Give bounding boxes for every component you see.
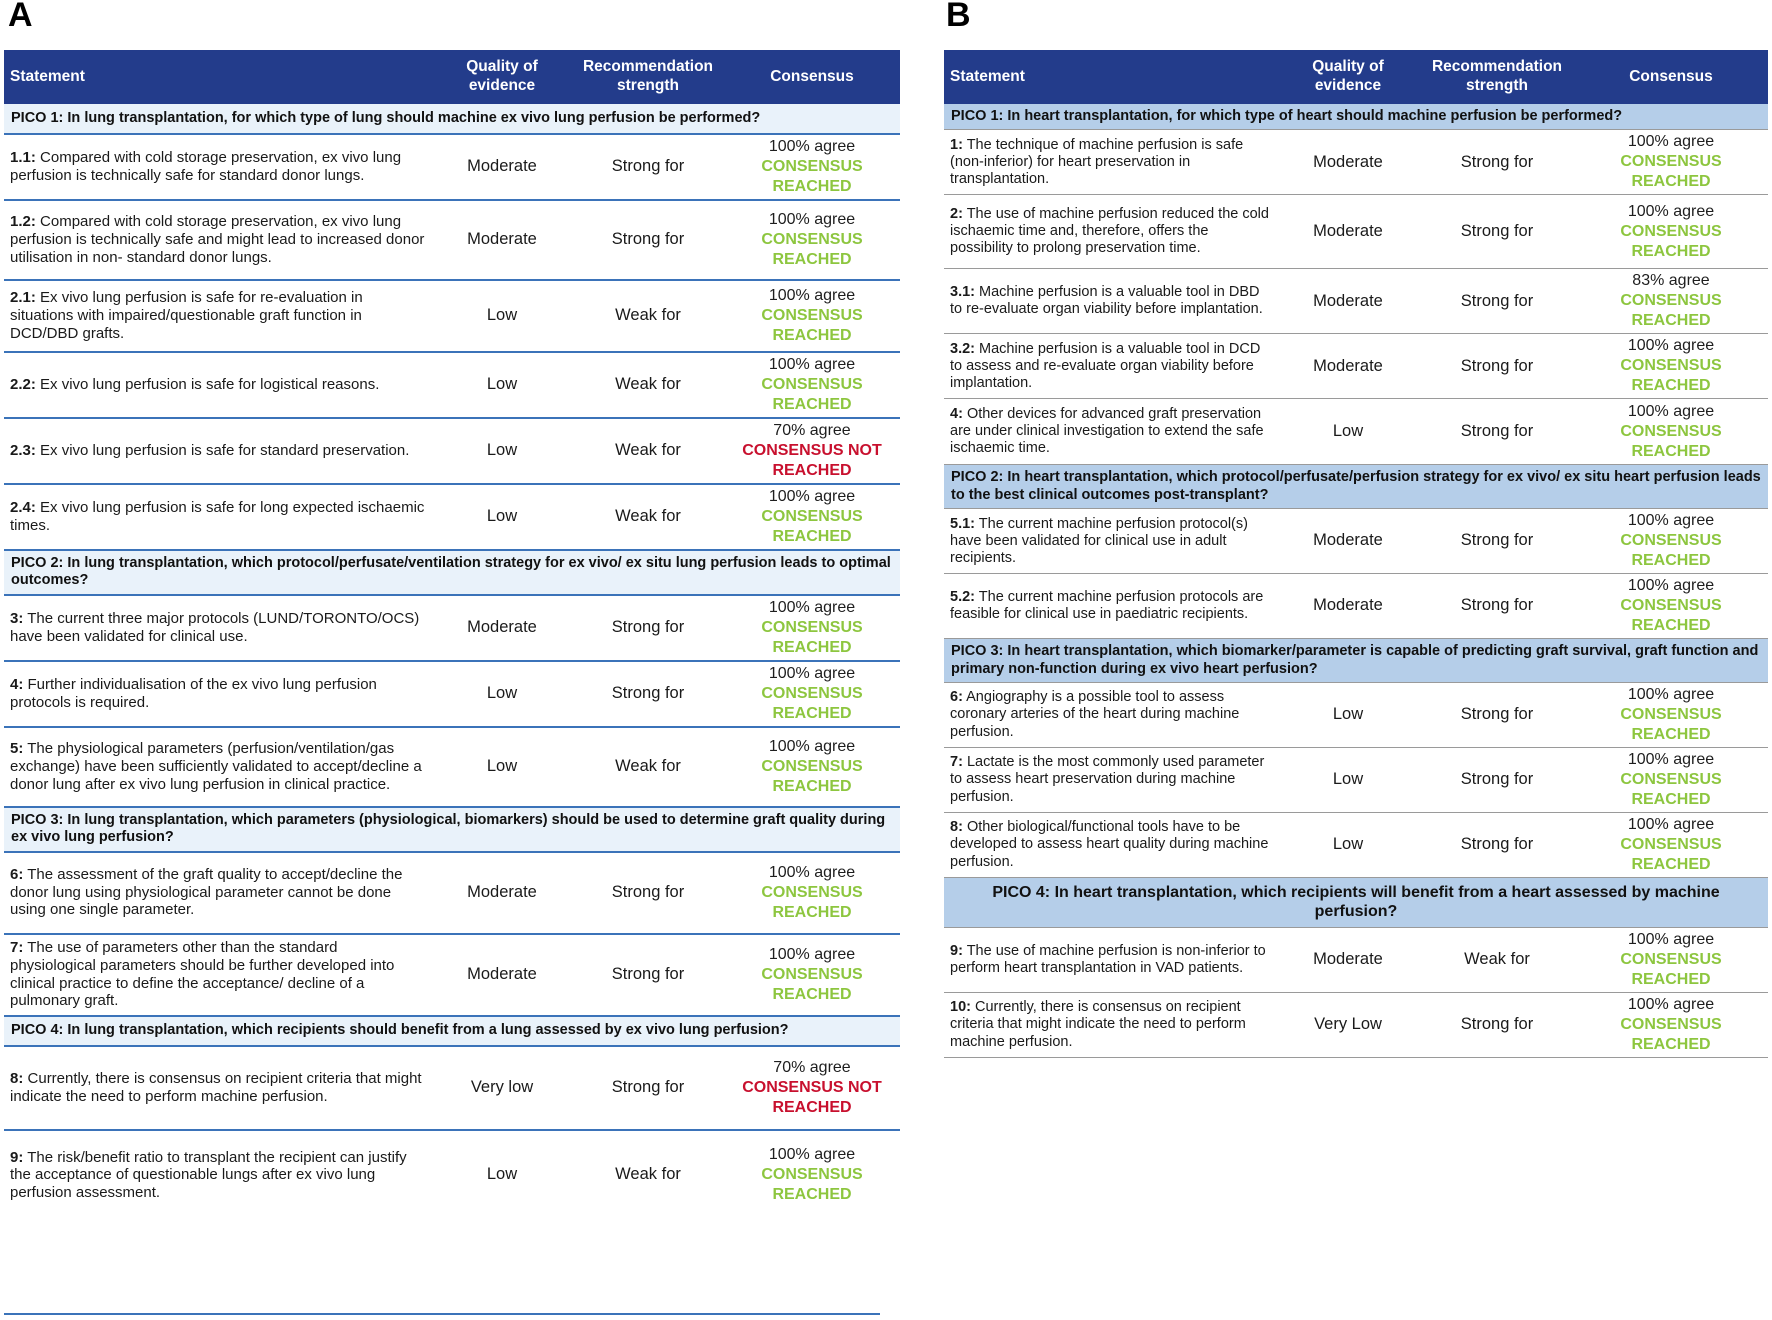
consensus-status: CONSENSUS REACHED — [761, 307, 863, 344]
statement-text: The physiological parameters (perfusion/ventilation/gas exchange) have been sufficiently validated to accept/decline a donor lung after ex vivo lung perfusion in clinical practice. — [10, 740, 422, 793]
statement-id: 7: — [10, 939, 24, 957]
consensus-status: CONSENSUS REACHED — [1620, 705, 1722, 743]
statement-text: The technique of machine perfusion is safe (non-inferior) for heart preservation in transplantation. — [950, 136, 1244, 187]
strength-cell: Weak for — [572, 352, 724, 418]
pico-header-row — [944, 877, 1768, 927]
statement-id: 1: — [950, 136, 963, 153]
statement-text: Angiography is a possible tool to assess coronary arteries of the heart during machine perfusion. — [950, 689, 1240, 740]
panel-label-b: B — [946, 0, 971, 34]
statement-text: Ex vivo lung perfusion is safe for standard preservation. — [40, 442, 410, 460]
quality-cell: Low — [432, 484, 572, 550]
agreement-percent: 83% agree — [1632, 272, 1710, 290]
strength-cell: Strong for — [1420, 509, 1574, 574]
quality-cell: Very Low — [1276, 992, 1420, 1057]
quality-cell: Low — [432, 352, 572, 418]
statement-id: 3.2: — [950, 340, 975, 357]
statement-text: Ex vivo lung perfusion is safe for logistical reasons. — [40, 376, 380, 394]
quality-cell: Moderate — [432, 200, 572, 280]
table-row — [944, 334, 1768, 399]
statement-cell — [944, 130, 1276, 195]
statement-text: The use of parameters other than the standard physiological parameters should be further developed into clinical practice to define the acceptance/ decline of a pulmonary graft. — [10, 939, 395, 1010]
consensus-status: CONSENSUS REACHED — [761, 1166, 863, 1204]
strength-cell: Weak for — [572, 727, 724, 807]
statement-cell — [4, 352, 432, 418]
statement-id: 4: — [10, 676, 24, 694]
strength-cell: Weak for — [572, 418, 724, 484]
consensus-cell — [1574, 682, 1768, 747]
statement-id: 9: — [10, 1148, 24, 1166]
pico-header-row — [944, 104, 1768, 130]
statement-cell — [944, 269, 1276, 334]
statement-cell — [4, 134, 432, 200]
quality-cell: Low — [432, 661, 572, 727]
statement-cell — [4, 280, 432, 352]
statement-cell — [944, 399, 1276, 465]
consensus-status: CONSENSUS REACHED — [761, 508, 863, 545]
strength-cell: Strong for — [1420, 130, 1574, 195]
table-row — [944, 574, 1768, 639]
statement-text: The assessment of the graft quality to accept/decline the donor lung using physiological parameter cannot be done using one single parameter. — [10, 866, 403, 919]
pico-header-row — [4, 550, 900, 595]
statement-cell — [944, 509, 1276, 574]
table-row — [4, 852, 900, 934]
consensus-status: CONSENSUS REACHED — [1620, 835, 1722, 873]
agreement-percent: 100% agree — [768, 287, 856, 304]
statement-text: Ex vivo lung perfusion is safe for long expected ischaemic times. — [10, 499, 425, 534]
table-row — [944, 509, 1768, 574]
pico-header-row — [944, 465, 1768, 509]
agreement-percent: 100% agree — [1627, 402, 1715, 420]
consensus-cell — [1574, 195, 1768, 269]
consensus-status: CONSENSUS REACHED — [761, 757, 863, 795]
agreement-percent: 100% agree — [768, 138, 856, 155]
pico-title: PICO 4: In heart transplantation, which recipients will benefit from a heart assessed by machine perfusion? — [944, 877, 1768, 927]
consensus-status: CONSENSUS REACHED — [761, 231, 863, 268]
statement-cell — [4, 661, 432, 727]
statement-id: 2: — [950, 206, 963, 223]
quality-cell: Low — [432, 418, 572, 484]
panel-label-a: A — [8, 0, 33, 34]
quality-cell: Moderate — [1276, 927, 1420, 992]
statement-id: 2.2: — [10, 376, 36, 394]
quality-cell: Low — [432, 727, 572, 807]
table-row — [4, 280, 900, 352]
strength-cell: Strong for — [572, 934, 724, 1016]
header-consensus: Consensus — [724, 50, 900, 104]
consensus-cell — [724, 852, 900, 934]
quality-cell: Moderate — [1276, 334, 1420, 399]
statement-id: 3: — [10, 610, 24, 628]
agreement-percent: 100% agree — [1627, 750, 1715, 768]
quality-cell: Moderate — [1276, 269, 1420, 334]
statement-id: 1.2: — [10, 213, 36, 231]
table-row — [4, 1046, 900, 1130]
statement-cell — [4, 1046, 432, 1130]
agreement-percent: 100% agree — [1627, 337, 1715, 355]
header-strength: Recommendation strength — [1420, 50, 1574, 104]
statement-text: The current machine perfusion protocols are feasible for clinical use in paediatric recipients. — [950, 589, 1264, 623]
consensus-status: CONSENSUS REACHED — [1620, 357, 1722, 395]
table-row — [4, 200, 900, 280]
consensus-cell — [1574, 992, 1768, 1057]
statement-cell — [944, 574, 1276, 639]
pico-header-row — [4, 104, 900, 134]
table-row — [944, 195, 1768, 269]
statement-cell — [4, 1130, 432, 1220]
quality-cell: Low — [1276, 399, 1420, 465]
consensus-status: CONSENSUS REACHED — [761, 618, 863, 656]
agreement-percent: 100% agree — [768, 356, 856, 373]
table-row — [4, 134, 900, 200]
statement-text: Compared with cold storage preservation, ex vivo lung perfusion is technically safe for standard donor lungs. — [10, 149, 402, 184]
table-row — [4, 484, 900, 550]
quality-cell: Low — [432, 280, 572, 352]
consensus-cell — [724, 595, 900, 661]
statement-id: 4: — [950, 406, 963, 423]
strength-cell: Strong for — [572, 661, 724, 727]
consensus-cell — [724, 661, 900, 727]
consensus-status: CONSENSUS NOT REACHED — [742, 442, 882, 479]
agreement-percent: 100% agree — [768, 863, 856, 881]
quality-cell: Low — [1276, 682, 1420, 747]
consensus-cell — [1574, 927, 1768, 992]
consensus-cell — [1574, 399, 1768, 465]
pico-title: PICO 2: In heart transplantation, which protocol/perfusate/perfusion strategy for ex vivo/ ex situ heart perfusion leads to the best clinical outcomes post-transplant? — [944, 465, 1768, 509]
statement-text: Currently, there is consensus on recipient criteria that might indicate the need to perform machine perfusion. — [950, 999, 1246, 1050]
statement-id: 2.1: — [10, 289, 36, 307]
statement-id: 6: — [10, 866, 24, 884]
header-statement: Statement — [944, 50, 1276, 104]
agreement-percent: 100% agree — [1627, 815, 1715, 833]
statement-id: 7: — [950, 754, 963, 771]
statement-cell — [4, 200, 432, 280]
strength-cell: Strong for — [1420, 195, 1574, 269]
agreement-percent: 70% agree — [773, 1058, 851, 1076]
consensus-status: CONSENSUS NOT REACHED — [742, 1078, 882, 1116]
statement-cell — [944, 334, 1276, 399]
statement-id: 6: — [950, 689, 963, 706]
consensus-cell — [1574, 812, 1768, 877]
agreement-percent: 100% agree — [1627, 202, 1715, 220]
statement-cell — [944, 812, 1276, 877]
strength-cell: Strong for — [1420, 334, 1574, 399]
agreement-percent: 100% agree — [768, 211, 856, 228]
statement-cell — [4, 418, 432, 484]
quality-cell: Low — [1276, 747, 1420, 812]
statement-text: Lactate is the most commonly used parameter to assess heart preservation during machine perfusion. — [950, 754, 1265, 805]
table-row — [944, 269, 1768, 334]
statement-cell — [944, 927, 1276, 992]
pico-title: PICO 3: In heart transplantation, which biomarker/parameter is capable of predicting graft survival, graft function and primary non-function during ex vivo heart perfusion? — [944, 639, 1768, 683]
statement-id: 9: — [950, 942, 963, 959]
quality-cell: Moderate — [432, 852, 572, 934]
agreement-percent: 100% agree — [768, 488, 856, 505]
consensus-cell — [724, 200, 900, 280]
agreement-percent: 100% agree — [1627, 685, 1715, 703]
table-row — [944, 992, 1768, 1057]
consensus-status: CONSENSUS REACHED — [761, 684, 863, 722]
statement-cell — [944, 682, 1276, 747]
statement-text: Machine perfusion is a valuable tool in DBD to re-evaluate organ viability before implantation. — [950, 284, 1263, 318]
consensus-status: CONSENSUS REACHED — [1620, 950, 1722, 988]
pico-title: PICO 3: In lung transplantation, which parameters (physiological, biomarkers) should be used to determine graft quality during ex vivo lung perfusion? — [4, 807, 900, 852]
statement-text: Other devices for advanced graft preservation are under clinical investigation to extend the safe ischaemic time. — [950, 406, 1264, 457]
header-strength: Recommendation strength — [572, 50, 724, 104]
header-quality: Quality of evidence — [1276, 50, 1420, 104]
table-row — [4, 661, 900, 727]
statement-text: Machine perfusion is a valuable tool in DCD to assess and re-evaluate organ viability before implantation. — [950, 340, 1261, 391]
quality-cell: Low — [1276, 812, 1420, 877]
pico-title: PICO 4: In lung transplantation, which recipients should benefit from a lung assessed by ex vivo lung perfusion? — [4, 1016, 900, 1046]
strength-cell: Strong for — [1420, 269, 1574, 334]
table-row — [4, 934, 900, 1016]
statement-cell — [944, 747, 1276, 812]
statement-cell — [4, 484, 432, 550]
quality-cell: Moderate — [432, 934, 572, 1016]
statement-id: 10: — [950, 999, 971, 1016]
consensus-cell — [724, 280, 900, 352]
agreement-percent: 100% agree — [768, 737, 856, 755]
consensus-status: CONSENSUS REACHED — [1620, 532, 1722, 570]
statement-text: The current machine perfusion protocol(s) have been validated for clinical use in adult recipients. — [950, 515, 1248, 566]
strength-cell: Strong for — [1420, 682, 1574, 747]
statement-text: Other biological/functional tools have to be developed to assess heart quality during machine perfusion. — [950, 819, 1269, 870]
agreement-percent: 100% agree — [768, 1146, 856, 1164]
strength-cell: Strong for — [1420, 747, 1574, 812]
consensus-status: CONSENSUS REACHED — [761, 883, 863, 921]
quality-cell: Very low — [432, 1046, 572, 1130]
agreement-percent: 100% agree — [1627, 995, 1715, 1013]
statement-text: Ex vivo lung perfusion is safe for re-evaluation in situations with impaired/questionable graft function in DCD/DBD grafts. — [10, 289, 363, 342]
table-row — [944, 812, 1768, 877]
consensus-status: CONSENSUS REACHED — [1620, 770, 1722, 808]
quality-cell: Moderate — [1276, 195, 1420, 269]
table-row — [4, 595, 900, 661]
consensus-status: CONSENSUS REACHED — [1620, 597, 1722, 635]
table-row — [944, 747, 1768, 812]
agreement-percent: 100% agree — [768, 664, 856, 682]
consensus-cell — [724, 352, 900, 418]
consensus-cell — [1574, 130, 1768, 195]
table-row — [944, 130, 1768, 195]
strength-cell: Weak for — [615, 1165, 681, 1184]
strength-cell: Strong for — [572, 134, 724, 200]
pico-title: PICO 2: In lung transplantation, which protocol/perfusate/ventilation strategy for ex vivo/ ex situ lung perfusion leads to optimal outcomes? — [4, 550, 900, 595]
agreement-percent: 100% agree — [1627, 930, 1715, 948]
statement-id: 2.4: — [10, 499, 36, 517]
consensus-cell — [724, 134, 900, 200]
pico-title: PICO 1: In lung transplantation, for which type of lung should machine ex vivo lung perfusion be performed? — [4, 104, 900, 134]
table-row — [4, 352, 900, 418]
statement-id: 2.3: — [10, 442, 36, 460]
consensus-cell — [1574, 574, 1768, 639]
statement-id: 3.1: — [950, 284, 975, 301]
consensus-cell — [724, 484, 900, 550]
agreement-percent: 70% agree — [773, 422, 851, 439]
lung-recommendations-table — [4, 50, 900, 1220]
consensus-status: CONSENSUS REACHED — [1620, 1015, 1722, 1053]
statement-id: 5: — [10, 740, 24, 758]
header-statement: Statement — [4, 50, 432, 104]
quality-cell: Moderate — [432, 134, 572, 200]
statement-cell — [4, 852, 432, 934]
consensus-cell — [724, 1046, 900, 1130]
statement-id: 8: — [10, 1069, 24, 1087]
consensus-status: CONSENSUS REACHED — [1620, 292, 1722, 330]
statement-cell — [944, 992, 1276, 1057]
pico-header-row — [944, 639, 1768, 683]
quality-cell: Moderate — [432, 595, 572, 661]
statement-text: Further individualisation of the ex vivo lung perfusion protocols is required. — [10, 676, 377, 711]
consensus-cell — [724, 727, 900, 807]
strength-cell: Strong for — [1420, 574, 1574, 639]
consensus-cell — [1574, 334, 1768, 399]
agreement-percent: 100% agree — [1627, 577, 1715, 595]
table-bottom-rule — [4, 1313, 880, 1315]
consensus-status: CONSENSUS REACHED — [761, 965, 863, 1003]
statement-cell — [4, 934, 432, 1016]
strength-cell: Weak for — [572, 280, 724, 352]
consensus-cell — [1574, 747, 1768, 812]
statement-text: The current three major protocols (LUND/TORONTO/OCS) have been validated for clinical use. — [10, 610, 420, 645]
table-row — [944, 927, 1768, 992]
agreement-percent: 100% agree — [768, 598, 856, 616]
statement-text: Compared with cold storage preservation, ex vivo lung perfusion is technically safe and might lead to increased donor utilisation in non- standard donor lungs. — [10, 213, 425, 266]
strength-cell: Strong for — [1420, 399, 1574, 465]
statement-text: Currently, there is consensus on recipient criteria that might indicate the need to perform machine perfusion. — [10, 1069, 422, 1105]
consensus-status: CONSENSUS REACHED — [761, 376, 863, 413]
statement-id: 5.1: — [950, 515, 975, 532]
strength-cell: Weak for — [1420, 927, 1574, 992]
strength-cell: Strong for — [572, 200, 724, 280]
agreement-percent: 100% agree — [768, 945, 856, 963]
pico-header-row — [4, 807, 900, 852]
strength-cell: Strong for — [572, 1046, 724, 1130]
table-row — [4, 418, 900, 484]
table-header — [944, 50, 1768, 104]
consensus-status: CONSENSUS REACHED — [761, 158, 863, 195]
strength-cell: Strong for — [572, 595, 724, 661]
statement-text: The use of machine perfusion reduced the cold ischaemic time and, therefore, offers the possibility to prolong preservation time. — [950, 206, 1269, 257]
table-row — [944, 399, 1768, 465]
statement-id: 1.1: — [10, 149, 36, 167]
table-row — [944, 682, 1768, 747]
pico-title: PICO 1: In heart transplantation, for which type of heart should machine perfusion be performed? — [944, 104, 1768, 130]
statement-cell — [4, 727, 432, 807]
strength-cell: Strong for — [1420, 812, 1574, 877]
consensus-cell — [724, 418, 900, 484]
statement-cell — [4, 595, 432, 661]
statement-id: 5.2: — [950, 589, 975, 606]
table-header — [4, 50, 900, 104]
quality-cell: Low — [486, 1165, 518, 1184]
agreement-percent: 100% agree — [1627, 512, 1715, 530]
quality-cell: Moderate — [1276, 574, 1420, 639]
statement-text: The use of machine perfusion is non-inferior to perform heart transplantation in VAD patients. — [950, 942, 1266, 976]
statement-text: The risk/benefit ratio to transplant the recipient can justify the acceptance of questionable lungs after ex vivo lung perfusion assessment. — [10, 1148, 407, 1201]
header-quality: Quality of evidence — [432, 50, 572, 104]
agreement-percent: 100% agree — [1627, 133, 1715, 151]
consensus-cell — [1574, 509, 1768, 574]
header-consensus: Consensus — [1574, 50, 1768, 104]
consensus-cell — [724, 934, 900, 1016]
statement-id: 8: — [950, 819, 963, 836]
strength-cell: Weak for — [572, 484, 724, 550]
statement-cell — [944, 195, 1276, 269]
quality-cell: Moderate — [1276, 509, 1420, 574]
consensus-cell — [724, 1130, 900, 1220]
consensus-status: CONSENSUS REACHED — [1620, 422, 1722, 460]
pico-header-row — [4, 1016, 900, 1046]
table-row — [4, 1130, 900, 1220]
quality-cell: Moderate — [1276, 130, 1420, 195]
heart-recommendations-table — [944, 50, 1768, 1058]
strength-cell: Strong for — [1420, 992, 1574, 1057]
consensus-status: CONSENSUS REACHED — [1620, 153, 1722, 191]
table-row — [4, 727, 900, 807]
strength-cell: Strong for — [572, 852, 724, 934]
consensus-status: CONSENSUS REACHED — [1620, 222, 1722, 260]
consensus-cell — [1574, 269, 1768, 334]
